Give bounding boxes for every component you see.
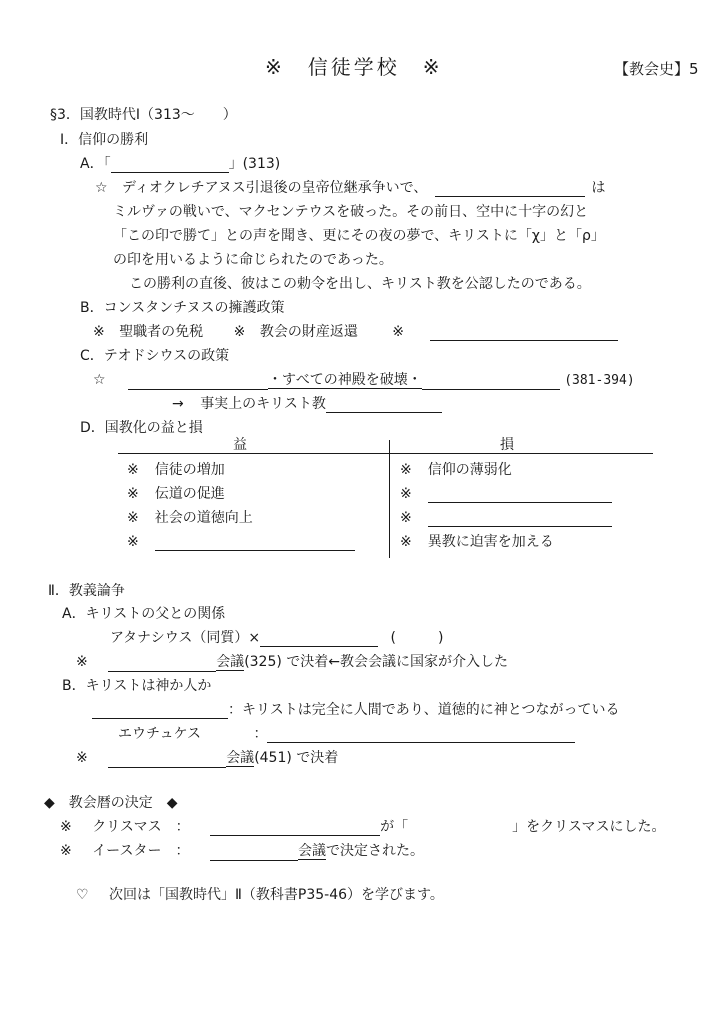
arius-blank[interactable] [260,631,378,647]
easter-blank[interactable] [210,845,298,861]
gain-blank[interactable] [155,535,355,551]
part1-c-line: ☆ ・すべての神殿を破壊・ (381-394) [93,372,635,388]
gain-row-2: ※ 伝道の促進 [127,486,225,502]
nestorius-line: ：キリストは完全に人間であり、道徳的に神とつながっている [92,701,619,719]
section-heading: §3．国教時代Ⅰ（313〜 ） [50,107,237,123]
theodosius-blank-left[interactable] [128,374,268,390]
eutyches-blank[interactable] [267,727,575,743]
loss-row-4: ※ 異教に迫害を加える [400,534,554,550]
part2-heading: Ⅱ．教義論争 [48,583,125,599]
chalcedon-line: ※ 会議(451) で決着 [76,750,339,766]
nestorius-blank[interactable] [92,703,228,719]
loss-blank-1[interactable] [428,487,612,503]
policy-blank[interactable] [430,325,618,341]
loss-row-1: ※ 信仰の薄弱化 [400,462,512,478]
part1-a-line3: 「この印で勝て」との声を聞き、更にその夜の夢で、キリストに「χ」と「ρ」 [113,228,605,244]
part1-a-line5: この勝利の直後、彼はこの勅令を出し、キリスト教を公認したのである。 [129,276,591,292]
edict-name-blank[interactable] [111,157,229,173]
subject-tag: 【教会史】5 [614,60,699,78]
part1-d-heading: D．国教化の益と損 [80,420,203,436]
gain-row-4: ※ [127,533,355,551]
theodosius-blank-right[interactable] [422,374,560,390]
loss-blank-2[interactable] [428,511,612,527]
star-mark: ☆ [93,372,106,388]
council-blank-451[interactable] [108,752,226,768]
table-divider [389,440,390,558]
page-title: ※ 信徒学校 ※ [265,55,443,79]
state-religion-blank[interactable] [326,397,442,413]
calendar-heading: ◆ 教会暦の決定 ◆ [44,795,178,811]
part1-a-line2: ミルヴァの戦いで、マクセンテウスを破った。その前日、空中に十字の幻と [113,204,589,220]
eutyches-line: エウチュケス ： [118,725,575,743]
nicaea-line: ※ 会議(325) で決着←教会会議に国家が介入した [76,654,509,670]
christmas-line: ※ クリスマス ： が「 」をクリスマスにした。 [60,819,666,835]
gain-header: 益 [233,437,247,453]
easter-line: ※ イースター ： 会議で決定された。 [60,843,424,859]
star-mark: ☆ [95,180,108,196]
loss-row-2: ※ [400,485,612,503]
part1-b-items: ※ 聖職者の免税 ※ 教会の財産返還 ※ [93,323,618,341]
loss-row-3: ※ [400,509,612,527]
part1-b-heading: B．コンスタンチヌスの擁護政策 [80,300,285,316]
part1-heading: Ⅰ．信仰の勝利 [60,132,149,148]
part1-a-line1: ☆ ディオクレチアヌス引退後の皇帝位継承争いで、 は [95,180,606,196]
gain-row-3: ※ 社会の道徳向上 [127,510,253,526]
part1-c-heading: C．テオドシウスの政策 [80,348,230,364]
emperor-blank[interactable] [435,181,585,197]
athanasius-line: アタナシウス（同質）× ( ) [110,630,444,646]
part2-b-heading: B．キリストは神か人か [62,678,212,694]
loss-header: 損 [500,437,514,453]
table-header-rule [118,453,653,454]
next-session-note: ♡ 次回は「国教時代」Ⅱ（教科書P35-46）を学びます。 [76,887,444,903]
christmas-blank-1[interactable] [210,820,380,836]
part1-c-result: → 事実上のキリスト教 [172,395,442,413]
heart-icon: ♡ [76,887,89,903]
part1-a-heading: A．「 」(313) [80,156,281,172]
part1-a-line4: の印を用いるように命じられたのであった。 [113,252,393,268]
council-blank-325[interactable] [108,656,216,672]
gain-row-1: ※ 信徒の増加 [127,462,225,478]
part2-a-heading: A．キリストの父との関係 [62,606,226,622]
